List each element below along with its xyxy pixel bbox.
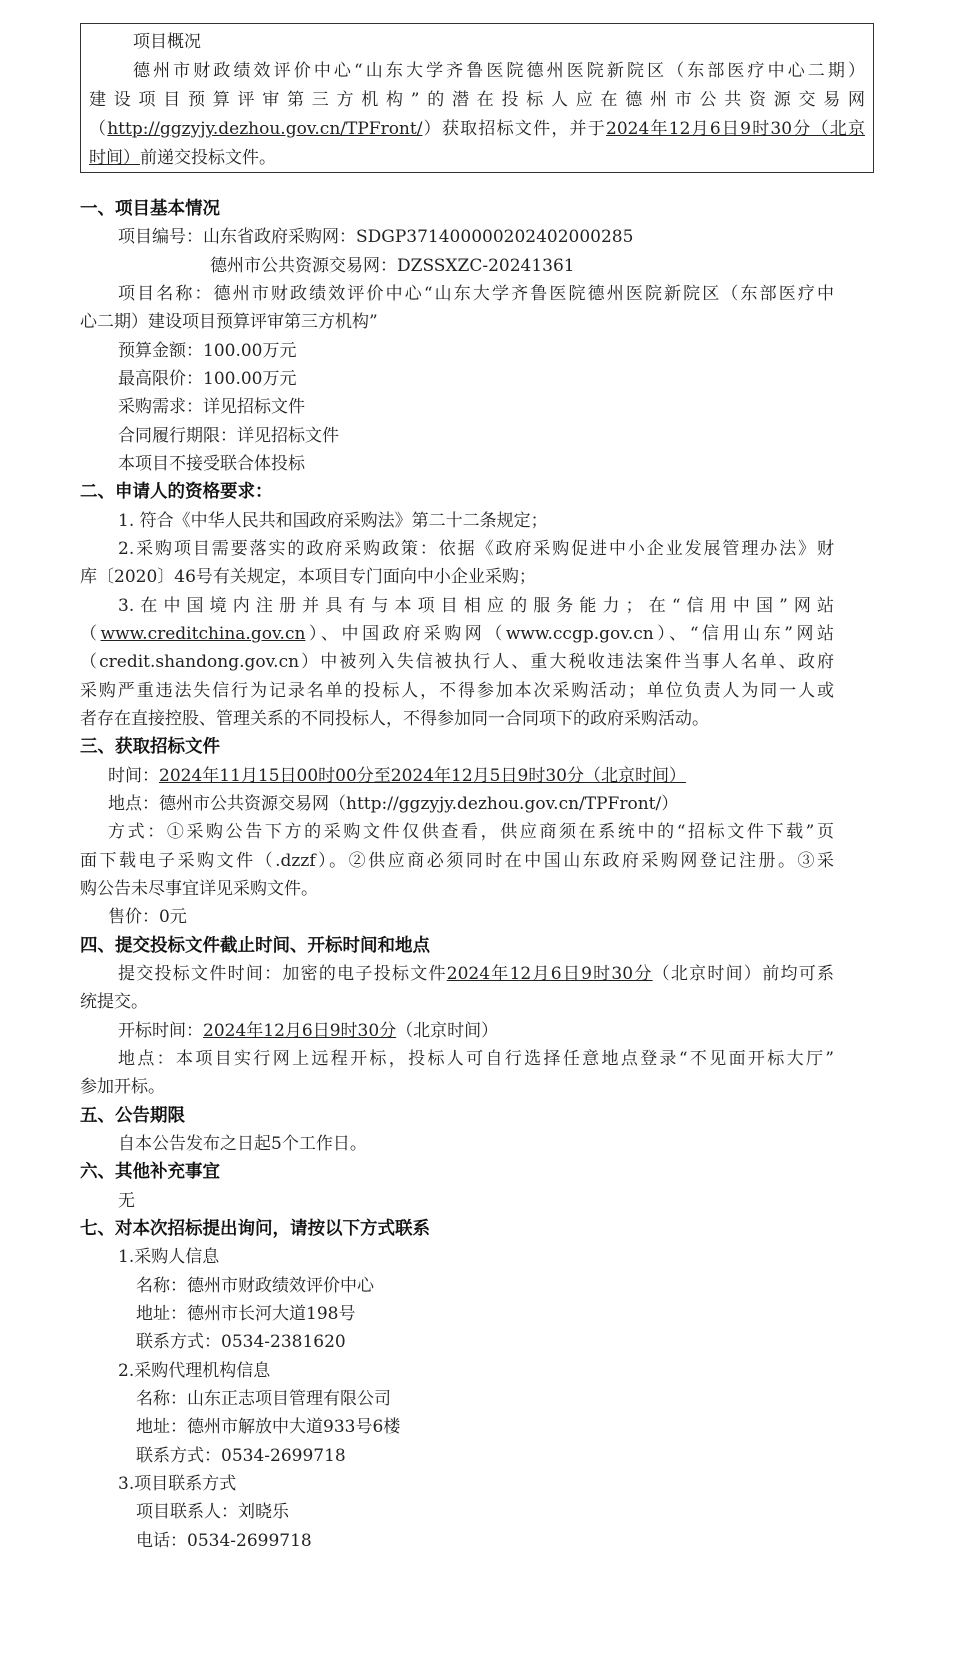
overview-deadline-part2: 时间） <box>89 148 140 168</box>
section-5-heading: 五、公告期限 <box>80 1106 185 1126</box>
obtain-method-line-3: 购公告未尽事宜详见采购文件。 <box>80 879 318 899</box>
opening-place-line-1: 地点：本项目实行网上远程开标，投标人可自行选择任意地点登录“不见面开标大厅” <box>118 1049 834 1069</box>
purchaser-contact: 联系方式：0534-2381620 <box>136 1332 346 1352</box>
purchaser-info-title: 1.采购人信息 <box>118 1247 220 1267</box>
overview-line-3-mid: ）获取招标文件，并于 <box>422 119 607 139</box>
project-contact-title: 3.项目联系方式 <box>118 1474 237 1494</box>
section-1-heading: 一、项目基本情况 <box>80 199 220 219</box>
agency-address: 地址：德州市解放中大道933号6楼 <box>136 1417 401 1437</box>
section-4-heading: 四、提交投标文件截止时间、开标时间和地点 <box>80 936 430 956</box>
obtain-time-value: 2024年11月15日00时00分至2024年12月5日9时30分（北京时间） <box>159 766 686 786</box>
qualification-item-3-line-3: （credit.shandong.gov.cn）中被列入失信被执行人、重大税收违法案件当事人名单、政府 <box>80 652 834 672</box>
qualification-item-3-line-5: 者存在直接控股、管理关系的不同投标人，不得参加同一合同项下的政府采购活动。 <box>80 709 709 729</box>
qualification-item-1: 1. 符合《中华人民共和国政府采购法》第二十二条规定； <box>118 511 548 531</box>
project-overview-box <box>80 23 874 173</box>
overview-label: 项目概况 <box>133 32 201 52</box>
section-2-heading: 二、申请人的资格要求： <box>80 482 273 502</box>
qualification-item-3-line-2-post: ）、中国政府采购网（www.ccgp.gov.cn）、“信用山东”网站 <box>305 624 834 644</box>
procurement-demand: 采购需求：详见招标文件 <box>118 397 305 417</box>
opening-date: 2024年12月6日9时30分 <box>203 1021 397 1041</box>
opening-place-line-2: 参加开标。 <box>80 1077 165 1097</box>
qualification-item-2-line-2: 库〔2020〕46号有关规定，本项目专门面向中小企业采购； <box>80 567 536 587</box>
overview-line-2: 建设项目预算评审第三方机构”的潜在投标人应在德州市公共资源交易网 <box>89 90 865 110</box>
qualification-item-3-line-4: 采购严重违法失信行为记录名单的投标人，不得参加本次采购活动；单位负责人为同一人或 <box>80 681 834 701</box>
obtain-method-line-2: 面下载电子采购文件（.dzzf）。②供应商必须同时在中国山东政府采购网登记注册。③采 <box>80 851 834 871</box>
opening-time-label: 开标时间： <box>118 1021 203 1041</box>
announcement-period: 自本公告发布之日起5个工作日。 <box>118 1134 367 1154</box>
project-number-2: 德州市公共资源交易网：DZSSXZC-20241361 <box>210 256 575 276</box>
overview-line-4 <box>89 144 865 173</box>
section-3-heading: 三、获取招标文件 <box>80 737 220 757</box>
creditchina-paren-open: （ <box>80 624 101 644</box>
project-contact-phone: 电话：0534-2699718 <box>136 1531 312 1551</box>
project-contact-person: 项目联系人：刘晓乐 <box>136 1502 289 1522</box>
consortium-note: 本项目不接受联合体投标 <box>118 454 305 474</box>
obtain-time <box>108 762 686 791</box>
opening-time-post: （北京时间） <box>396 1021 499 1041</box>
overview-link[interactable]: http://ggzyjy.dezhou.gov.cn/TPFront/ <box>107 119 423 139</box>
creditchina-link[interactable]: www.creditchina.gov.cn <box>100 624 306 644</box>
project-number: 项目编号：山东省政府采购网：SDGP371400000202402000285 <box>118 227 634 247</box>
other-matters: 无 <box>118 1191 135 1211</box>
qualification-item-3-line-2 <box>80 620 834 649</box>
obtain-place: 地点：德州市公共资源交易网（http://ggzyjy.dezhou.gov.cn/TPFront/） <box>108 794 679 814</box>
agency-contact: 联系方式：0534-2699718 <box>136 1446 346 1466</box>
submission-time-post: （北京时间）前均可系 <box>652 964 834 984</box>
section-7-heading: 七、对本次招标提出询问，请按以下方式联系 <box>80 1219 430 1239</box>
purchaser-address: 地址：德州市长河大道198号 <box>136 1304 356 1324</box>
project-name-line-1: 项目名称：德州市财政绩效评价中心“山东大学齐鲁医院德州医院新院区（东部医疗中 <box>118 284 834 304</box>
overview-line-3 <box>89 115 865 144</box>
project-name-line-2: 心二期）建设项目预算评审第三方机构” <box>80 312 378 332</box>
opening-time <box>118 1017 498 1046</box>
qualification-item-2-line-1: 2.采购项目需要落实的政府采购政策：依据《政府采购促进中小企业发展管理办法》财 <box>118 539 834 559</box>
overview-paren-open: （ <box>89 119 108 139</box>
agency-name: 名称：山东正志项目管理有限公司 <box>136 1389 391 1409</box>
section-6-heading: 六、其他补充事宜 <box>80 1162 220 1182</box>
budget-amount: 预算金额：100.00万元 <box>118 341 297 361</box>
agency-info-title: 2.采购代理机构信息 <box>118 1361 271 1381</box>
submission-deadline: 2024年12月6日9时30分 <box>446 964 653 984</box>
obtain-method-line-1: 方式：①采购公告下方的采购文件仅供查看，供应商须在系统中的“招标文件下载”页 <box>108 822 834 842</box>
document-price: 售价：0元 <box>108 907 187 927</box>
purchaser-name: 名称：德州市财政绩效评价中心 <box>136 1276 374 1296</box>
contract-period: 合同履行期限：详见招标文件 <box>118 426 339 446</box>
qualification-item-3-line-1: 3.在中国境内注册并具有与本项目相应的服务能力；在“信用中国”网站 <box>118 596 834 616</box>
obtain-time-label: 时间： <box>108 766 159 786</box>
overview-deadline-part1: 2024年12月6日9时30分（北京 <box>606 119 865 139</box>
submission-time-pre: 提交投标文件时间：加密的电子投标文件 <box>118 964 447 984</box>
submission-time-line-1 <box>118 960 834 989</box>
overview-line-1: 德州市财政绩效评价中心“山东大学齐鲁医院德州医院新院区（东部医疗中心二期） <box>133 61 865 81</box>
overview-line-4-post: 前递交投标文件。 <box>140 148 276 168</box>
submission-time-line-2: 统提交。 <box>80 992 148 1012</box>
max-price: 最高限价：100.00万元 <box>118 369 297 389</box>
